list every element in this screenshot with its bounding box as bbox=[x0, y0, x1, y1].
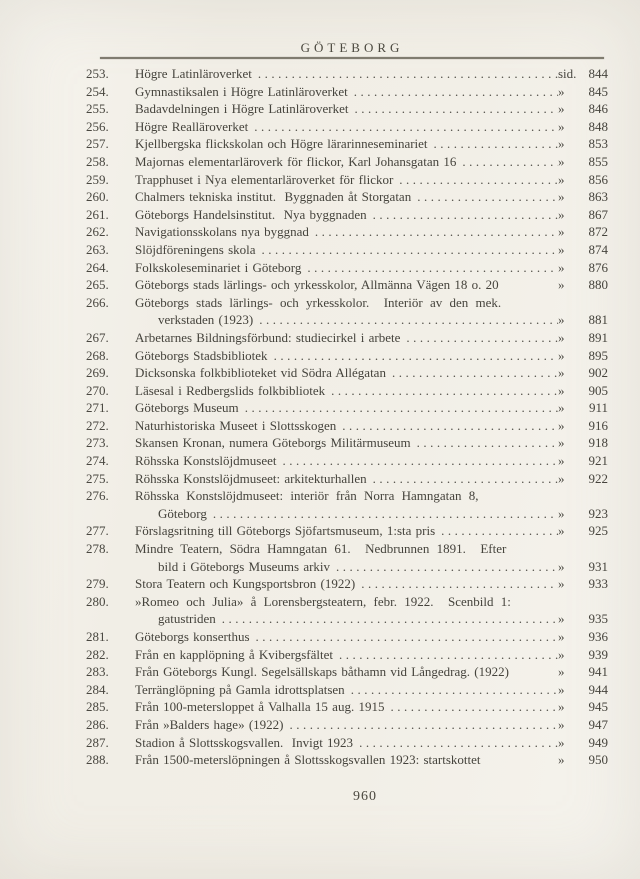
dot-leader bbox=[345, 681, 558, 699]
page-ref-number: 845 bbox=[588, 83, 608, 99]
entry-number: 259. bbox=[86, 171, 109, 187]
page-ref-number: 863 bbox=[588, 189, 608, 205]
page-ref-number: 855 bbox=[588, 153, 608, 169]
entry-caption: Chalmers tekniska institut. Byggnaden åt Storgatan bbox=[135, 189, 412, 205]
page-ref bbox=[558, 522, 608, 540]
dot-leader bbox=[268, 347, 558, 365]
toc-line bbox=[86, 610, 608, 628]
entry-caption: Göteborgs konserthus bbox=[135, 629, 250, 644]
dot-leader bbox=[411, 434, 558, 452]
entry-number: 262. bbox=[86, 224, 109, 240]
page-ref-mark: » bbox=[558, 83, 565, 99]
page-ref-number: 876 bbox=[588, 259, 608, 275]
toc-line bbox=[86, 452, 608, 470]
toc-line bbox=[86, 171, 608, 189]
entry-number: 281. bbox=[86, 629, 109, 644]
entry-number: 269. bbox=[86, 365, 109, 381]
entry-number: 265. bbox=[86, 277, 109, 293]
page-ref-mark: » bbox=[558, 576, 565, 592]
page-ref bbox=[558, 716, 608, 734]
entry-caption: bild i Göteborgs Museums arkiv bbox=[158, 558, 331, 574]
entry-number: 267. bbox=[86, 329, 109, 345]
page-ref bbox=[558, 135, 608, 153]
page-ref bbox=[558, 470, 608, 488]
toc-line bbox=[86, 364, 608, 382]
page-ref bbox=[558, 364, 608, 382]
page-ref bbox=[558, 575, 608, 593]
dot-leader bbox=[348, 100, 558, 118]
dot-leader bbox=[367, 470, 558, 488]
toc bbox=[86, 65, 608, 769]
page-ref bbox=[558, 751, 608, 769]
entry-caption: gatustriden bbox=[158, 611, 216, 627]
dot-leader bbox=[330, 558, 558, 576]
page-ref-mark: » bbox=[558, 101, 565, 117]
toc-line bbox=[86, 329, 608, 347]
page-ref-number: 916 bbox=[588, 417, 608, 433]
page-ref bbox=[558, 241, 608, 259]
toc-line bbox=[86, 118, 608, 136]
dot-leader bbox=[393, 171, 558, 189]
page-ref-number: 931 bbox=[588, 558, 608, 574]
entry-number: 286. bbox=[86, 716, 109, 732]
entry-number: 264. bbox=[86, 259, 109, 275]
entry-caption: Folkskoleseminariet i Göteborg bbox=[135, 259, 302, 275]
page-ref-mark: » bbox=[558, 189, 565, 205]
toc-line bbox=[86, 188, 608, 206]
dot-leader bbox=[435, 522, 558, 540]
entry-caption: Navigationsskolans nya byggnad bbox=[135, 224, 309, 240]
page-ref-mark: » bbox=[558, 312, 565, 328]
page-ref bbox=[558, 734, 608, 752]
entry-caption: Naturhistoriska Museet i Slottsskogen bbox=[135, 417, 337, 433]
page-ref bbox=[558, 382, 608, 400]
toc-line bbox=[86, 135, 608, 153]
page-ref-mark: » bbox=[558, 417, 565, 433]
toc-line bbox=[86, 100, 608, 118]
entry-caption: Terränglöpning på Gamla idrottsplatsen bbox=[135, 681, 345, 697]
page-ref-number: 941 bbox=[588, 664, 608, 680]
page-ref-number: 856 bbox=[588, 171, 608, 187]
page-ref bbox=[558, 311, 608, 329]
entry-caption: Dicksonska folkbiblioteket vid Södra Allégatan bbox=[135, 365, 386, 381]
toc-line bbox=[86, 223, 608, 241]
entry-number: 253. bbox=[86, 66, 109, 81]
page-ref-number: 905 bbox=[588, 382, 608, 398]
entry-caption: Från en kapplöpning å Kvibergsfältet bbox=[135, 646, 333, 662]
page-ref bbox=[558, 259, 608, 277]
entry-caption: Förslagsritning till Göteborgs Sjöfartsmuseum, 1:sta pris bbox=[135, 523, 436, 539]
dot-leader bbox=[386, 364, 558, 382]
entry-number: 260. bbox=[86, 189, 109, 205]
entry-number: 257. bbox=[86, 136, 109, 152]
toc-line bbox=[86, 628, 608, 646]
page-ref-mark: » bbox=[558, 734, 565, 750]
entry-number: 285. bbox=[86, 699, 109, 715]
toc-line bbox=[86, 558, 608, 576]
page-ref bbox=[558, 434, 608, 452]
page-ref-number: 925 bbox=[588, 523, 608, 539]
dot-leader bbox=[367, 206, 558, 224]
entry-number: 283. bbox=[86, 664, 109, 680]
entry-caption: Göteborgs stads lärlings- och yrkesskolor, Allmänna Vägen 18 o. 20 bbox=[135, 277, 499, 293]
page-ref-number: 872 bbox=[588, 224, 608, 240]
entry-caption: Högre Realläroverket bbox=[135, 118, 249, 134]
page-ref bbox=[558, 100, 608, 118]
page-ref-mark: » bbox=[558, 277, 565, 293]
entry-number: 261. bbox=[86, 206, 109, 222]
entry-caption: verkstaden (1923) bbox=[158, 312, 254, 328]
dot-leader bbox=[207, 505, 558, 523]
header-rule bbox=[100, 57, 604, 59]
dot-leader bbox=[336, 417, 558, 435]
entry-number: 255. bbox=[86, 101, 109, 117]
page-ref-mark: » bbox=[558, 523, 565, 539]
page-ref-number: 939 bbox=[588, 646, 608, 662]
toc-line bbox=[86, 382, 608, 400]
page-ref-number: 895 bbox=[588, 347, 608, 363]
toc-line bbox=[86, 65, 608, 83]
page-ref-number: 945 bbox=[588, 699, 608, 715]
entry-caption: Göteborgs Handelsinstitut. Nya byggnaden bbox=[135, 206, 367, 222]
page-ref bbox=[558, 118, 608, 136]
toc-line bbox=[86, 663, 608, 681]
entry-caption: Gymnastiksalen i Högre Latinläroverket bbox=[135, 83, 348, 99]
entry-caption: Röhsska Konstslöjdmuseet: interiör från Norra Hamngatan 8, bbox=[135, 488, 479, 504]
entry-caption: Högre Latinläroverket bbox=[135, 66, 252, 81]
page-ref-number: 918 bbox=[588, 435, 608, 451]
page-ref bbox=[558, 171, 608, 189]
dot-leader bbox=[284, 716, 559, 734]
entry-number: 256. bbox=[86, 118, 109, 134]
page-ref-number: 867 bbox=[588, 206, 608, 222]
toc-line bbox=[86, 681, 608, 699]
page-ref-mark: » bbox=[558, 699, 565, 715]
page-ref-number: 944 bbox=[588, 681, 608, 697]
page-ref-number: 902 bbox=[588, 365, 608, 381]
page-ref bbox=[558, 153, 608, 171]
toc-line bbox=[86, 399, 608, 417]
entry-number: 280. bbox=[86, 593, 109, 609]
page-ref-number: 881 bbox=[588, 312, 608, 328]
page-ref-number: 911 bbox=[588, 400, 608, 416]
toc-line bbox=[86, 206, 608, 224]
page-ref-number: 880 bbox=[588, 277, 608, 293]
page-ref-number: 921 bbox=[588, 453, 608, 469]
toc-line bbox=[86, 505, 608, 523]
page-ref-mark: » bbox=[558, 224, 565, 240]
page-ref bbox=[558, 329, 608, 347]
page-ref-mark: » bbox=[558, 153, 565, 169]
entry-number: 258. bbox=[86, 153, 109, 169]
toc-line bbox=[86, 593, 608, 611]
entry-caption: Majornas elementarläroverk för flickor, Karl Johansgatan 16 bbox=[135, 153, 457, 169]
dot-leader bbox=[333, 646, 558, 664]
entry-number: 266. bbox=[86, 294, 109, 310]
entry-caption: Slöjdföreningens skola bbox=[135, 241, 256, 257]
toc-line bbox=[86, 470, 608, 488]
dot-leader bbox=[256, 241, 558, 259]
entry-number: 275. bbox=[86, 470, 109, 486]
page-ref-number: 933 bbox=[588, 576, 608, 592]
entry-caption: Göteborgs Stadsbibliotek bbox=[135, 347, 268, 363]
entry-caption: Stora Teatern och Kungsportsbron (1922) bbox=[135, 576, 356, 592]
toc-line bbox=[86, 575, 608, 593]
page-ref bbox=[558, 628, 608, 646]
dot-leader bbox=[309, 223, 558, 241]
entry-caption: Från Göteborgs Kungl. Segelsällskaps båthamn vid Långedrag. (1922) bbox=[135, 664, 509, 680]
dot-leader bbox=[253, 311, 558, 329]
toc-line bbox=[86, 347, 608, 365]
entry-number: 277. bbox=[86, 523, 109, 539]
entry-number: 279. bbox=[86, 576, 109, 592]
page-ref-mark: » bbox=[558, 136, 565, 152]
entry-number: 272. bbox=[86, 417, 109, 433]
dot-leader bbox=[252, 65, 558, 83]
toc-line bbox=[86, 734, 608, 752]
entry-caption: »Romeo och Julia» å Lorensbergsteatern, febr. 1922. Scenbild 1: bbox=[135, 593, 511, 609]
page-ref-mark: » bbox=[558, 435, 565, 451]
toc-line bbox=[86, 276, 608, 294]
toc-line bbox=[86, 434, 608, 452]
page-ref-mark: » bbox=[558, 329, 565, 345]
page-ref-number: 950 bbox=[588, 752, 608, 768]
entry-caption: Trapphuset i Nya elementarläroverket för flickor bbox=[135, 171, 394, 187]
toc-line bbox=[86, 540, 608, 558]
dot-leader bbox=[276, 452, 558, 470]
entry-number: 282. bbox=[86, 646, 109, 662]
page-ref-mark: » bbox=[558, 505, 565, 521]
page-ref bbox=[558, 610, 608, 628]
dot-leader bbox=[355, 575, 558, 593]
page-ref-mark: » bbox=[558, 664, 565, 680]
entry-number: 273. bbox=[86, 435, 109, 451]
entry-caption: Kjellbergska flickskolan och Högre lärarinneseminariet bbox=[135, 136, 428, 152]
page-ref-mark: » bbox=[558, 453, 565, 469]
page-ref-mark: » bbox=[558, 470, 565, 486]
toc-line bbox=[86, 259, 608, 277]
toc-line bbox=[86, 417, 608, 435]
dot-leader bbox=[353, 734, 558, 752]
toc-line bbox=[86, 698, 608, 716]
entry-number: 278. bbox=[86, 541, 109, 557]
folio-page-number: 960 bbox=[353, 789, 377, 804]
page-ref bbox=[558, 83, 608, 101]
entry-number: 287. bbox=[86, 734, 109, 750]
page-ref-mark: » bbox=[558, 716, 565, 732]
entry-number: 263. bbox=[86, 241, 109, 257]
page-ref-number: 891 bbox=[588, 329, 608, 345]
page-ref bbox=[558, 698, 608, 716]
entry-caption: Stadion å Slottsskogsvallen. Invigt 1923 bbox=[135, 734, 354, 750]
page-ref bbox=[558, 505, 608, 523]
page-ref bbox=[558, 276, 608, 294]
page-ref bbox=[558, 223, 608, 241]
entry-caption: Från 100-metersloppet å Valhalla 15 aug. 1915 bbox=[135, 699, 385, 715]
entry-caption: Röhsska Konstslöjdmuseet: arkitekturhallen bbox=[135, 470, 367, 486]
toc-line bbox=[86, 311, 608, 329]
dot-leader bbox=[239, 399, 558, 417]
page-ref-number: 853 bbox=[588, 136, 608, 152]
toc-line bbox=[86, 522, 608, 540]
dot-leader bbox=[411, 188, 558, 206]
entry-number: 254. bbox=[86, 83, 109, 99]
page-ref-mark: » bbox=[558, 347, 565, 363]
entry-caption: Läsesal i Redbergslids folkbibliotek bbox=[135, 382, 326, 398]
entry-caption: Göteborgs stads lärlings- och yrkesskolor. Interiör av den mek. bbox=[135, 294, 502, 310]
page-ref bbox=[558, 206, 608, 224]
entry-number: 268. bbox=[86, 347, 109, 363]
dot-leader bbox=[216, 610, 558, 628]
page-ref-number: 949 bbox=[588, 734, 608, 750]
dot-leader bbox=[301, 259, 558, 277]
page-ref-mark: » bbox=[558, 629, 565, 644]
page-ref-mark: » bbox=[558, 206, 565, 222]
entry-caption: Göteborg bbox=[158, 505, 207, 521]
toc-line bbox=[86, 646, 608, 664]
page-ref-mark: » bbox=[558, 365, 565, 381]
page-ref bbox=[558, 417, 608, 435]
page-ref-mark: » bbox=[558, 118, 565, 134]
page-ref-number: 848 bbox=[588, 118, 608, 134]
toc-line bbox=[86, 716, 608, 734]
page-ref-mark: » bbox=[558, 681, 565, 697]
page-ref-mark: » bbox=[558, 611, 565, 627]
page-ref bbox=[558, 188, 608, 206]
page-ref-mark: » bbox=[558, 241, 565, 257]
page-ref bbox=[558, 399, 608, 417]
entry-number: 288. bbox=[86, 752, 109, 768]
page-ref-mark: » bbox=[558, 400, 565, 416]
dot-leader bbox=[250, 628, 558, 646]
page-ref-number: 846 bbox=[588, 101, 608, 117]
toc-line bbox=[86, 487, 608, 505]
page-ref bbox=[558, 663, 608, 681]
entry-caption: Arbetarnes Bildningsförbund: studiecirkel i arbete bbox=[135, 329, 401, 345]
page-ref bbox=[558, 681, 608, 699]
dot-leader bbox=[325, 382, 558, 400]
page-ref bbox=[558, 347, 608, 365]
dot-leader bbox=[248, 118, 558, 136]
toc-line bbox=[86, 153, 608, 171]
dot-leader bbox=[456, 153, 558, 171]
page-ref-mark: » bbox=[558, 382, 565, 398]
page-ref bbox=[558, 65, 608, 83]
page-ref-number: 923 bbox=[588, 505, 608, 521]
entry-caption: Skansen Kronan, numera Göteborgs Militärmuseum bbox=[135, 435, 411, 451]
entry-caption: Från »Balders hage» (1922) bbox=[135, 716, 284, 732]
toc-line bbox=[86, 241, 608, 259]
entry-number: 284. bbox=[86, 681, 109, 697]
entry-caption: Mindre Teatern, Södra Hamngatan 61. Nedbrunnen 1891. Efter bbox=[135, 541, 507, 557]
dot-leader bbox=[428, 135, 558, 153]
dot-leader bbox=[384, 698, 558, 716]
page-ref-mark: » bbox=[558, 171, 565, 187]
dot-leader bbox=[400, 329, 558, 347]
entry-caption: Göteborgs Museum bbox=[135, 400, 239, 416]
dot-leader bbox=[348, 83, 558, 101]
page-ref-number: 874 bbox=[588, 241, 608, 257]
page-ref bbox=[558, 452, 608, 470]
entry-number: 271. bbox=[86, 400, 109, 416]
entry-caption: Röhsska Konstslöjdmuseet bbox=[135, 453, 277, 469]
page-ref-mark: » bbox=[558, 646, 565, 662]
page-ref-number: 935 bbox=[588, 611, 608, 627]
running-head-title: GÖTEBORG bbox=[300, 40, 404, 55]
entry-caption: Badavdelningen i Högre Latinläroverket bbox=[135, 101, 349, 117]
entry-caption: Från 1500-meterslöpningen å Slottsskogsvallen 1923: startskottet bbox=[135, 752, 481, 768]
page-ref-number: 947 bbox=[588, 716, 608, 732]
toc-line bbox=[86, 83, 608, 101]
page-ref-number: 844 bbox=[588, 66, 608, 81]
entry-number: 270. bbox=[86, 382, 109, 398]
entry-number: 276. bbox=[86, 488, 109, 504]
page-ref-mark: » bbox=[558, 259, 565, 275]
page-ref-number: 922 bbox=[588, 470, 608, 486]
toc-line bbox=[86, 294, 608, 312]
entry-number: 274. bbox=[86, 453, 109, 469]
page-ref-mark: sid. bbox=[558, 66, 577, 81]
page-ref-mark: » bbox=[558, 752, 565, 768]
page-ref-mark: » bbox=[558, 558, 565, 574]
page-ref bbox=[558, 646, 608, 664]
page-ref-number: 936 bbox=[588, 629, 608, 644]
page-ref bbox=[558, 558, 608, 576]
toc-line bbox=[86, 751, 608, 769]
